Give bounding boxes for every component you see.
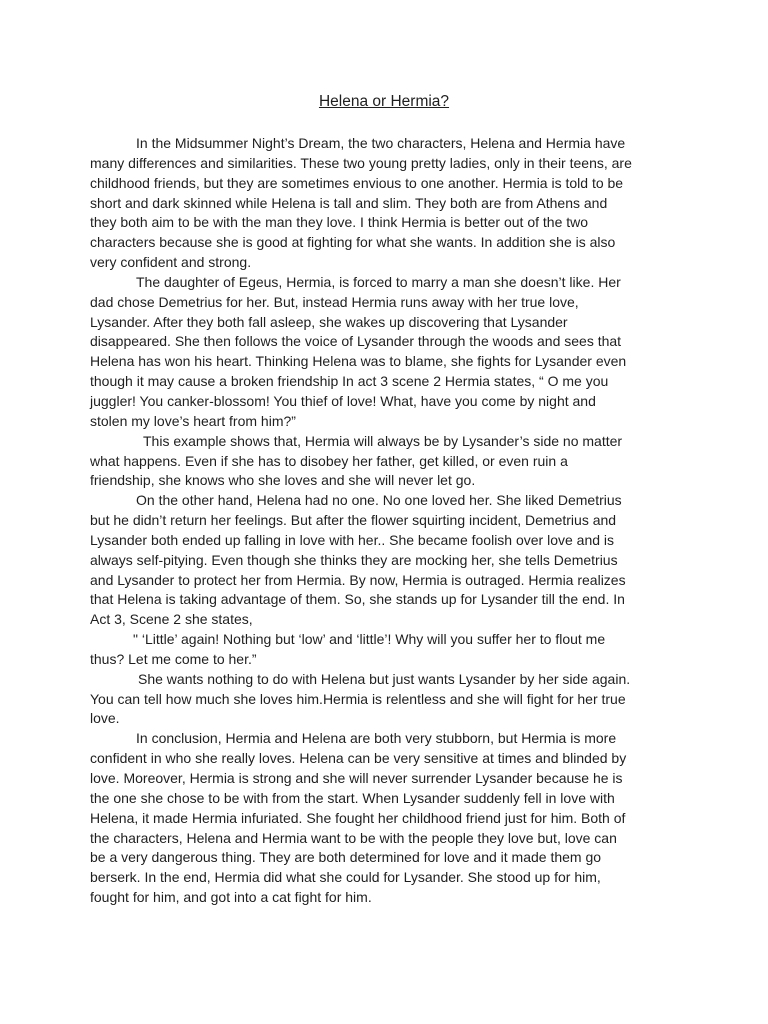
essay-line: and Lysander to protect her from Hermia. By now, Hermia is outraged. Hermia realizes (90, 571, 626, 588)
essay-line: be a very dangerous thing. They are both determined for love and it made them go (90, 849, 602, 866)
essay-body (90, 134, 690, 908)
essay-line: what happens. Even if she has to disobey her father, get killed, or even ruin a (90, 452, 568, 469)
essay-line: friendship, she knows who she loves and she will never let go. (90, 472, 476, 489)
essay-line: The daughter of Egeus, Hermia, is forced to marry a man she doesn’t like. Her (136, 273, 621, 290)
essay-line: many differences and similarities. These two young pretty ladies, only in their teens, are (90, 154, 632, 171)
essay-line: thus? Let me come to her.” (90, 650, 257, 667)
essay-line: but he didn’t return her feelings. But after the flower squirting incident, Demetrius and (90, 512, 617, 529)
essay-line: fought for him, and got into a cat fight for him. (90, 889, 372, 906)
essay-line: dad chose Demetrius for her. But, instead Hermia runs away with her true love, (90, 293, 579, 310)
essay-line: Lysander. After they both fall asleep, she wakes up discovering that Lysander (90, 313, 568, 330)
essay-line: childhood friends, but they are sometimes envious to one another. Hermia is told to be (90, 174, 624, 191)
essay-line: confident in who she really loves. Helena can be very sensitive at times and blinded by (90, 750, 627, 767)
essay-line: the characters, Helena and Hermia want to be with the people they love but, love can (90, 829, 617, 846)
essay-line: You can tell how much she loves him.Hermia is relentless and she will fight for her true (90, 690, 626, 707)
essay-line: disappeared. She then follows the voice of Lysander through the woods and sees that (90, 333, 622, 350)
essay-line: love. (90, 710, 120, 727)
essay-line: Act 3, Scene 2 she states, (90, 611, 253, 628)
essay-line: very confident and strong. (90, 254, 252, 271)
essay-line: characters because she is good at fighting for what she wants. In addition she is also (90, 234, 616, 251)
essay-line: always self-pitying. Even though she thinks they are mocking her, she tells Demetrius (90, 551, 618, 568)
essay-line: the one she chose to be with from the start. When Lysander suddenly fell in love with (90, 789, 615, 806)
essay-line: short and dark skinned while Helena is tall and slim. They both are from Athens and (90, 194, 608, 211)
essay-line: love. Moreover, Hermia is strong and she will never surrender Lysander because he is (90, 770, 623, 786)
essay-line: This example shows that, Hermia will always be by Lysander’s side no matter (143, 432, 623, 449)
essay-line: that Helena is taking advantage of them. So, she stands up for Lysander till the end. In (90, 591, 625, 608)
essay-line: juggler! You canker-blossom! You thief of love! What, have you come by night and (90, 392, 596, 409)
essay-line: berserk. In the end, Hermia did what she could for Lysander. She stood up for him, (90, 869, 601, 886)
document-title: Helena or Hermia? (318, 93, 450, 110)
essay-line: She wants nothing to do with Helena but just wants Lysander by her side again. (138, 670, 631, 687)
essay-line: Lysander both ended up falling in love with her.. She became foolish over love and is (90, 531, 615, 548)
essay-line: " ‘Little’ again! Nothing but ‘low’ and ‘little’! Why will you suffer her to flout me (133, 631, 606, 648)
essay-line: In the Midsummer Night’s Dream, the two characters, Helena and Hermia have (136, 135, 626, 151)
essay-line: stolen my love’s heart from him?” (90, 412, 296, 429)
essay-line: In conclusion, Hermia and Helena are both very stubborn, but Hermia is more (136, 730, 617, 747)
essay-line: On the other hand, Helena had no one. No one loved her. She liked Demetrius (136, 492, 622, 509)
essay-line: though it may cause a broken friendship In act 3 scene 2 Hermia states, “ O me you (90, 373, 609, 390)
essay-line: Helena, it made Hermia infuriated. She fought her childhood friend just for him. Both of (90, 809, 626, 826)
essay-line: they both aim to be with the man they love. I think Hermia is better out of the two (90, 214, 589, 231)
essay-line: Helena has won his heart. Thinking Helena was to blame, she fights for Lysander even (90, 353, 627, 370)
